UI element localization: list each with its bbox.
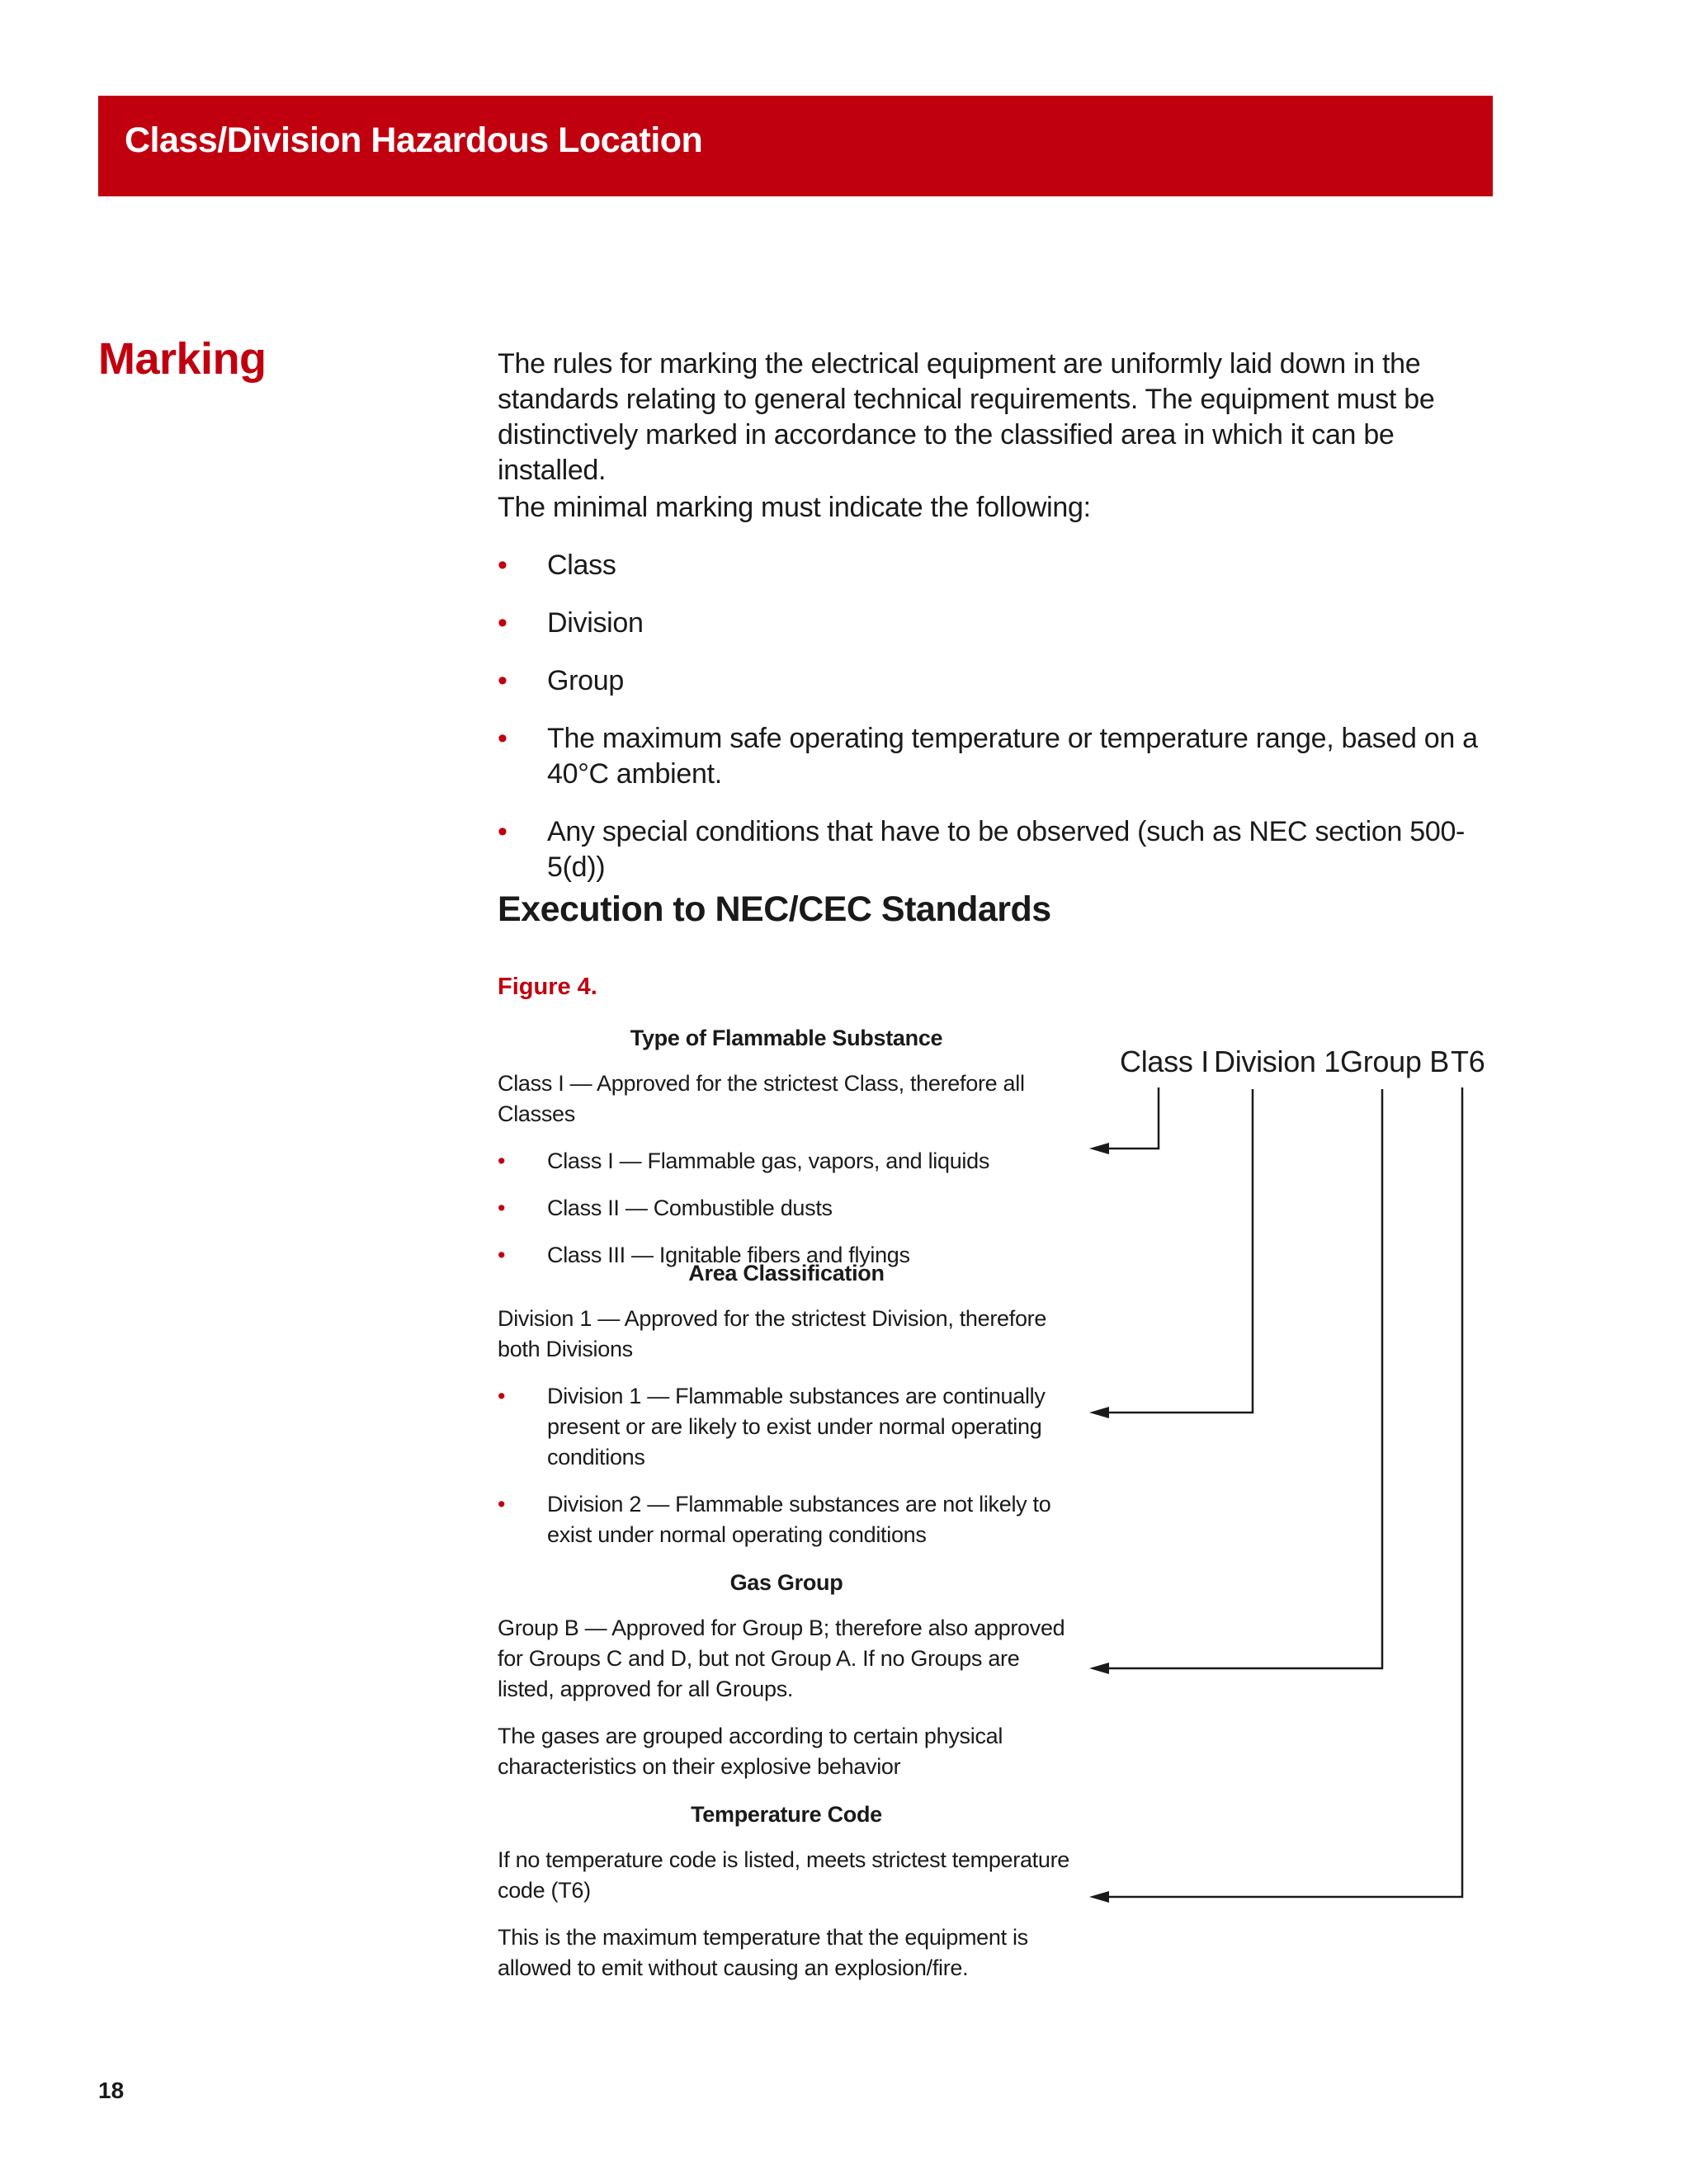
area-intro: Division 1 — Approved for the strictest Division, therefore both Divisions [498, 1306, 1047, 1361]
bullet-icon: • [498, 1149, 506, 1173]
gas-text: Group B — Approved for Group B; therefore also approved for Groups C and D, but not Group A. If no Groups are listed, approved for all Groups. [498, 1616, 1065, 1701]
temperature-heading: Temperature Code [691, 1802, 882, 1827]
list-item: • Class II — Combustible dusts [498, 1193, 1075, 1224]
bullet-icon: • [498, 607, 507, 639]
bullet-icon: • [498, 816, 507, 847]
temperature-connector [1106, 1087, 1462, 1897]
marking-temperature: T6 [1451, 1045, 1485, 1078]
gas-text-2: The gases are grouped according to certain physical characteristics on their explosive behavior [498, 1724, 1003, 1779]
marking-group: Group B [1340, 1045, 1449, 1078]
bullet-icon: • [498, 665, 507, 696]
group-connector [1106, 1089, 1382, 1668]
list-item: • The maximum safe operating temperature or temperature range, based on a 40°C ambient. [498, 723, 1478, 790]
bullet-icon: • [498, 550, 507, 581]
page-number: 18 [98, 2078, 125, 2103]
list-item: • Division 2 — Flammable substances are not likely to exist under normal operating conditions [498, 1489, 1075, 1550]
list-item: • Group [498, 663, 1496, 699]
list-item: • Class III — Ignitable fibers and flyings [498, 1240, 1075, 1271]
arrow-left-icon [1089, 1891, 1109, 1903]
list-item: • Any special conditions that have to be observed (such as NEC section 500-5(d)) [498, 816, 1466, 883]
temperature-text: If no temperature code is listed, meets strictest temperature code (T6) [498, 1847, 1070, 1903]
figure-label: Figure 4. [498, 974, 597, 1000]
list-item: • Class I — Flammable gas, vapors, and liquids [498, 1146, 1075, 1177]
gas-heading: Gas Group [729, 1570, 843, 1595]
subheading: Execution to NEC/CEC Standards [498, 889, 1051, 929]
bullet-icon: • [498, 1384, 506, 1408]
division-connector [1106, 1089, 1253, 1413]
marking-class: Class I [1120, 1045, 1209, 1078]
list-item: • Division [498, 606, 1496, 641]
header-title: Class/Division Hazardous Location [125, 120, 703, 160]
temperature-text-2: This is the maximum temperature that the equipment is allowed to emit without causing an explosion/fire. [498, 1925, 1028, 1980]
class-connector [1106, 1087, 1159, 1149]
arrow-left-icon [1089, 1407, 1109, 1418]
area-heading: Area Classification [688, 1261, 885, 1285]
intro-paragraph-2: The minimal marking must indicate the following: [498, 492, 1091, 523]
bullet-icon: • [498, 1196, 506, 1220]
arrow-left-icon [1089, 1143, 1109, 1154]
list-item: • Class [498, 548, 1496, 583]
substance-intro: Class I — Approved for the strictest Class, therefore all Classes [498, 1071, 1025, 1126]
arrow-left-icon [1089, 1663, 1109, 1674]
list-item: • Division 1 — Flammable substances are continually present or are likely to exist under normal operating conditions [498, 1381, 1075, 1473]
bullet-icon: • [498, 1243, 506, 1267]
substance-heading: Type of Flammable Substance [630, 1026, 943, 1050]
marking-division: Division 1 [1214, 1045, 1341, 1078]
section-title: Marking [98, 334, 267, 384]
bullet-icon: • [498, 1492, 506, 1517]
bullet-icon: • [498, 723, 507, 754]
intro-paragraph: The rules for marking the electrical equipment are uniformly laid down in the standards relating to general technical requirements. The equipment must be distinctively marked in accordance to the classified area in which it can be installed. [498, 348, 1435, 486]
